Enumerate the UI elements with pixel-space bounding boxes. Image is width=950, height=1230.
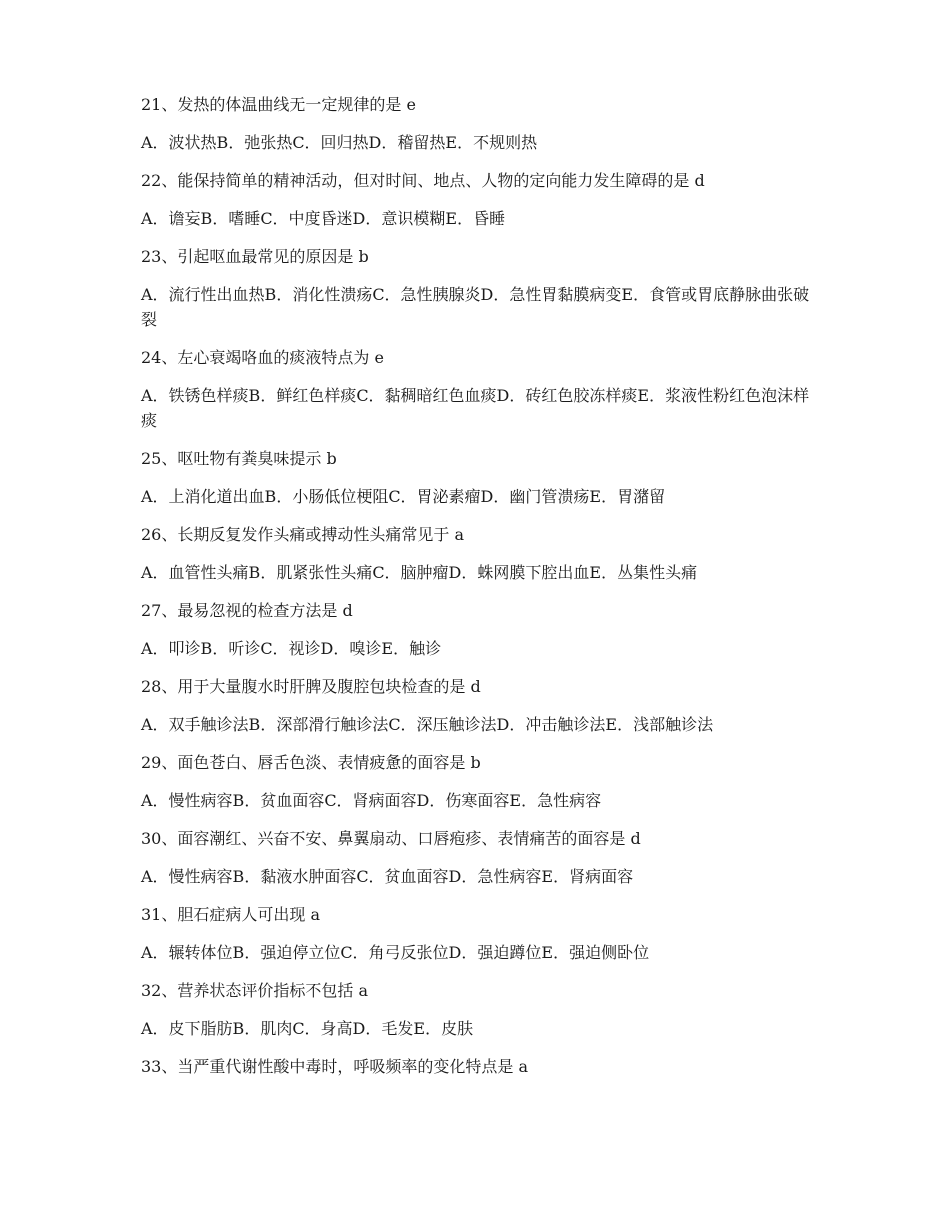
- question-29: 29、面色苍白、唇舌色淡、表情疲惫的面容是 b: [141, 753, 481, 772]
- options-30: A．慢性病容B．黏液水肿面容C．贫血面容D．急性病容E．肾病面容: [141, 867, 634, 886]
- question-list: [141, 92, 813, 1092]
- question-21: 21、发热的体温曲线无一定规律的是 e: [141, 95, 416, 114]
- question-27: 27、最易忽视的检查方法是 d: [141, 601, 353, 620]
- options-25: A．上消化道出血B．小肠低位梗阻C．胃泌素瘤D．幽门管溃疡E．胃潴留: [141, 487, 666, 506]
- question-23: 23、引起呕血最常见的原因是 b: [141, 247, 369, 266]
- options-21: A．波状热B．弛张热C．回归热D．稽留热E．不规则热: [141, 133, 538, 152]
- question-31: 31、胆石症病人可出现 a: [141, 905, 320, 924]
- question-26: 26、长期反复发作头痛或搏动性头痛常见于 a: [141, 525, 464, 544]
- question-25: 25、呕吐物有粪臭味提示 b: [141, 449, 337, 468]
- question-33: 33、当严重代谢性酸中毒时，呼吸频率的变化特点是 a: [141, 1057, 528, 1076]
- question-30: 30、面容潮红、兴奋不安、鼻翼扇动、口唇疱疹、表情痛苦的面容是 d: [141, 829, 641, 848]
- options-28: A．双手触诊法B．深部滑行触诊法C．深压触诊法D．冲击触诊法E．浅部触诊法: [141, 715, 714, 734]
- options-32: A．皮下脂肪B．肌肉C．身高D．毛发E．皮肤: [141, 1019, 474, 1038]
- options-24: A．铁锈色样痰B．鲜红色样痰C．黏稠暗红色血痰D．砖红色胶冻样痰E．浆液性粉红色泡沫样痰: [141, 386, 810, 430]
- options-26: A．血管性头痛B．肌紧张性头痛C．脑肿瘤D．蛛网膜下腔出血E．丛集性头痛: [141, 563, 698, 582]
- question-28: 28、用于大量腹水时肝脾及腹腔包块检查的是 d: [141, 677, 481, 696]
- options-29: A．慢性病容B．贫血面容C．肾病面容D．伤寒面容E．急性病容: [141, 791, 602, 810]
- options-31: A．辗转体位B．强迫停立位C．角弓反张位D．强迫蹲位E．强迫侧卧位: [141, 943, 650, 962]
- options-23: A．流行性出血热B．消化性溃疡C．急性胰腺炎D．急性胃黏膜病变E．食管或胃底静脉曲张破裂: [141, 285, 810, 329]
- question-32: 32、营养状态评价指标不包括 a: [141, 981, 368, 1000]
- options-22: A．谵妄B．嗜睡C．中度昏迷D．意识模糊E．昏睡: [141, 209, 506, 228]
- question-22: 22、能保持简单的精神活动，但对时间、地点、人物的定向能力发生障碍的是 d: [141, 171, 705, 190]
- options-27: A．叩诊B．听诊C．视诊D．嗅诊E．触诊: [141, 639, 442, 658]
- question-24: 24、左心衰竭咯血的痰液特点为 e: [141, 348, 384, 367]
